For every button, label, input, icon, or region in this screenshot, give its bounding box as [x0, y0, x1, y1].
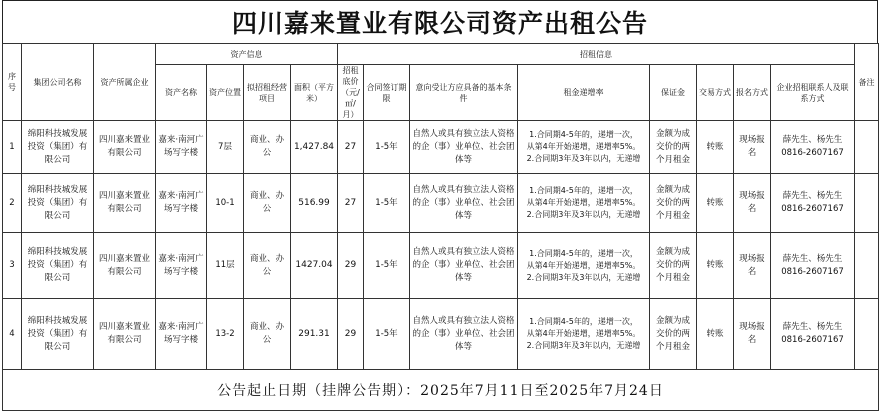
cell-price: 27: [338, 174, 364, 233]
cell-term: 1-5年: [364, 174, 410, 233]
header-area: 面积（平方米）: [291, 65, 338, 121]
increment-line: 2.合同期3年及3年以内，无递增: [526, 272, 641, 282]
header-asset-info: 资产信息: [156, 44, 338, 65]
cell-location: 11层: [207, 233, 244, 299]
table-row: [3, 121, 879, 174]
cell-company: 四川嘉来置业有限公司: [94, 174, 156, 233]
cell-increment: [518, 174, 650, 233]
table-row: [3, 174, 879, 233]
contact-names: 薛先生、杨先生: [782, 322, 843, 332]
header-company: 资产所属企业: [94, 44, 156, 121]
cell-contact: [771, 174, 855, 233]
cell-group: 绵阳科技城发展投资（集团）有限公司: [22, 233, 94, 299]
cell-increment: [518, 233, 650, 299]
increment-line: 从第4年开始递增，递增率5%。: [526, 198, 641, 207]
cell-company: 四川嘉来置业有限公司: [94, 233, 156, 299]
cell-area: 1427.04: [291, 233, 338, 299]
cell-apply: 现场报名: [734, 299, 771, 370]
header-conditions: 意向受让方应具备的基本条件: [410, 65, 518, 121]
cell-area: 1,427.84: [291, 121, 338, 174]
cell-pay: 转账: [697, 174, 734, 233]
header-use: 拟招租经营项目: [244, 65, 291, 121]
cell-group: 绵阳科技城发展投资（集团）有限公司: [22, 121, 94, 174]
cell-remark: [855, 233, 879, 299]
cell-seq: 3: [3, 233, 22, 299]
cell-company: 四川嘉来置业有限公司: [94, 299, 156, 370]
cell-pay: 转账: [697, 121, 734, 174]
cell-asset-name: 嘉来·南河广场写字楼: [156, 299, 207, 370]
increment-line: 1.合同期4-5年的，递增一次，: [529, 130, 638, 139]
page-title: 四川嘉来置业有限公司资产出租公告: [2, 0, 878, 43]
cell-use: 商业、办公: [244, 174, 291, 233]
header-base-price: 招租底价（元/㎡/月）: [338, 65, 364, 121]
cell-pay: 转账: [697, 233, 734, 299]
cell-deposit: 金额为成交价的两个月租金: [650, 299, 697, 370]
cell-increment: [518, 299, 650, 370]
cell-asset-name: 嘉来·南河广场写字楼: [156, 121, 207, 174]
contact-names: 薛先生、杨先生: [782, 135, 843, 145]
cell-area: 291.31: [291, 299, 338, 370]
cell-company: 四川嘉来置业有限公司: [94, 121, 156, 174]
cell-term: 1-5年: [364, 233, 410, 299]
header-pay: 交易方式: [697, 65, 734, 121]
announcement-period: 公告起止日期（挂牌公告期）：2025年7月11日至2025年7月24日: [3, 370, 879, 411]
cell-use: 商业、办公: [244, 233, 291, 299]
cell-conditions: 自然人或具有独立法人资格的企（事）业单位、社会团体等: [410, 299, 518, 370]
cell-seq: 1: [3, 121, 22, 174]
rental-table: [2, 43, 879, 411]
increment-line: 2.合同期3年及3年以内，无递增: [526, 154, 641, 163]
contact-phone: 0816-2607167: [781, 335, 844, 345]
increment-line: 从第4年开始递增，递增率5%。: [526, 142, 641, 151]
cell-remark: [855, 174, 879, 233]
cell-remark: [855, 299, 879, 370]
header-deposit: 保证金: [650, 65, 697, 121]
cell-location: 13-2: [207, 299, 244, 370]
header-group: 集团公司名称: [22, 44, 94, 121]
cell-use: 商业、办公: [244, 121, 291, 174]
cell-conditions: 自然人或具有独立法人资格的企（事）业单位、社会团体等: [410, 174, 518, 233]
cell-price: 29: [338, 299, 364, 370]
cell-term: 1-5年: [364, 299, 410, 370]
cell-conditions: 自然人或具有独立法人资格的企（事）业单位、社会团体等: [410, 233, 518, 299]
header-asset-location: 资产位置: [207, 65, 244, 121]
cell-group: 绵阳科技城发展投资（集团）有限公司: [22, 174, 94, 233]
header-contact: 企业招租联系人及联系方式: [771, 65, 855, 121]
cell-asset-name: 嘉来·南河广场写字楼: [156, 233, 207, 299]
cell-remark: [855, 121, 879, 174]
increment-line: 2.合同期3年及3年以内，无递增: [526, 341, 641, 350]
cell-use: 商业、办公: [244, 299, 291, 370]
cell-group: 绵阳科技城发展投资（集团）有限公司: [22, 299, 94, 370]
cell-deposit: 金额为成交价的两个月租金: [650, 233, 697, 299]
cell-increment: [518, 121, 650, 174]
increment-line: 1.合同期4-5年的，递增一次，: [529, 186, 638, 195]
increment-line: 2.合同期3年及3年以内，无递增: [526, 210, 641, 219]
cell-apply: 现场报名: [734, 233, 771, 299]
cell-contact: [771, 299, 855, 370]
announcement-sheet: [2, 0, 878, 411]
cell-area: 516.99: [291, 174, 338, 233]
cell-contact: [771, 233, 855, 299]
increment-line: 1.合同期4-5年的，递增一次，: [529, 248, 638, 258]
cell-deposit: 金额为成交价的两个月租金: [650, 174, 697, 233]
cell-location: 7层: [207, 121, 244, 174]
increment-line: 从第4年开始递增，递增率5%。: [526, 260, 641, 270]
cell-seq: 2: [3, 174, 22, 233]
cell-term: 1-5年: [364, 121, 410, 174]
table-row: [3, 299, 879, 370]
cell-seq: 4: [3, 299, 22, 370]
header-remark: 备注: [855, 44, 879, 121]
cell-apply: 现场报名: [734, 121, 771, 174]
contact-phone: 0816-2607167: [781, 204, 844, 214]
header-rent-info: 招租信息: [338, 44, 855, 65]
cell-price: 29: [338, 233, 364, 299]
increment-line: 1.合同期4-5年的，递增一次，: [529, 317, 638, 326]
contact-names: 薛先生、杨先生: [782, 191, 843, 201]
cell-asset-name: 嘉来·南河广场写字楼: [156, 174, 207, 233]
cell-contact: [771, 121, 855, 174]
cell-apply: 现场报名: [734, 174, 771, 233]
increment-line: 从第4年开始递增，递增率5%。: [526, 329, 641, 338]
cell-location: 10-1: [207, 174, 244, 233]
cell-conditions: 自然人或具有独立法人资格的企（事）业单位、社会团体等: [410, 121, 518, 174]
header-asset-name: 资产名称: [156, 65, 207, 121]
header-term: 合同签订期限: [364, 65, 410, 121]
cell-price: 27: [338, 121, 364, 174]
cell-deposit: 金额为成交价的两个月租金: [650, 121, 697, 174]
cell-pay: 转账: [697, 299, 734, 370]
header-apply: 报名方式: [734, 65, 771, 121]
contact-names: 薛先生、杨先生: [782, 253, 843, 264]
contact-phone: 0816-2607167: [781, 266, 844, 277]
table-row: [3, 233, 879, 299]
header-seq: 序号: [3, 44, 22, 121]
header-increment: 租金递增率: [518, 65, 650, 121]
contact-phone: 0816-2607167: [781, 148, 844, 158]
